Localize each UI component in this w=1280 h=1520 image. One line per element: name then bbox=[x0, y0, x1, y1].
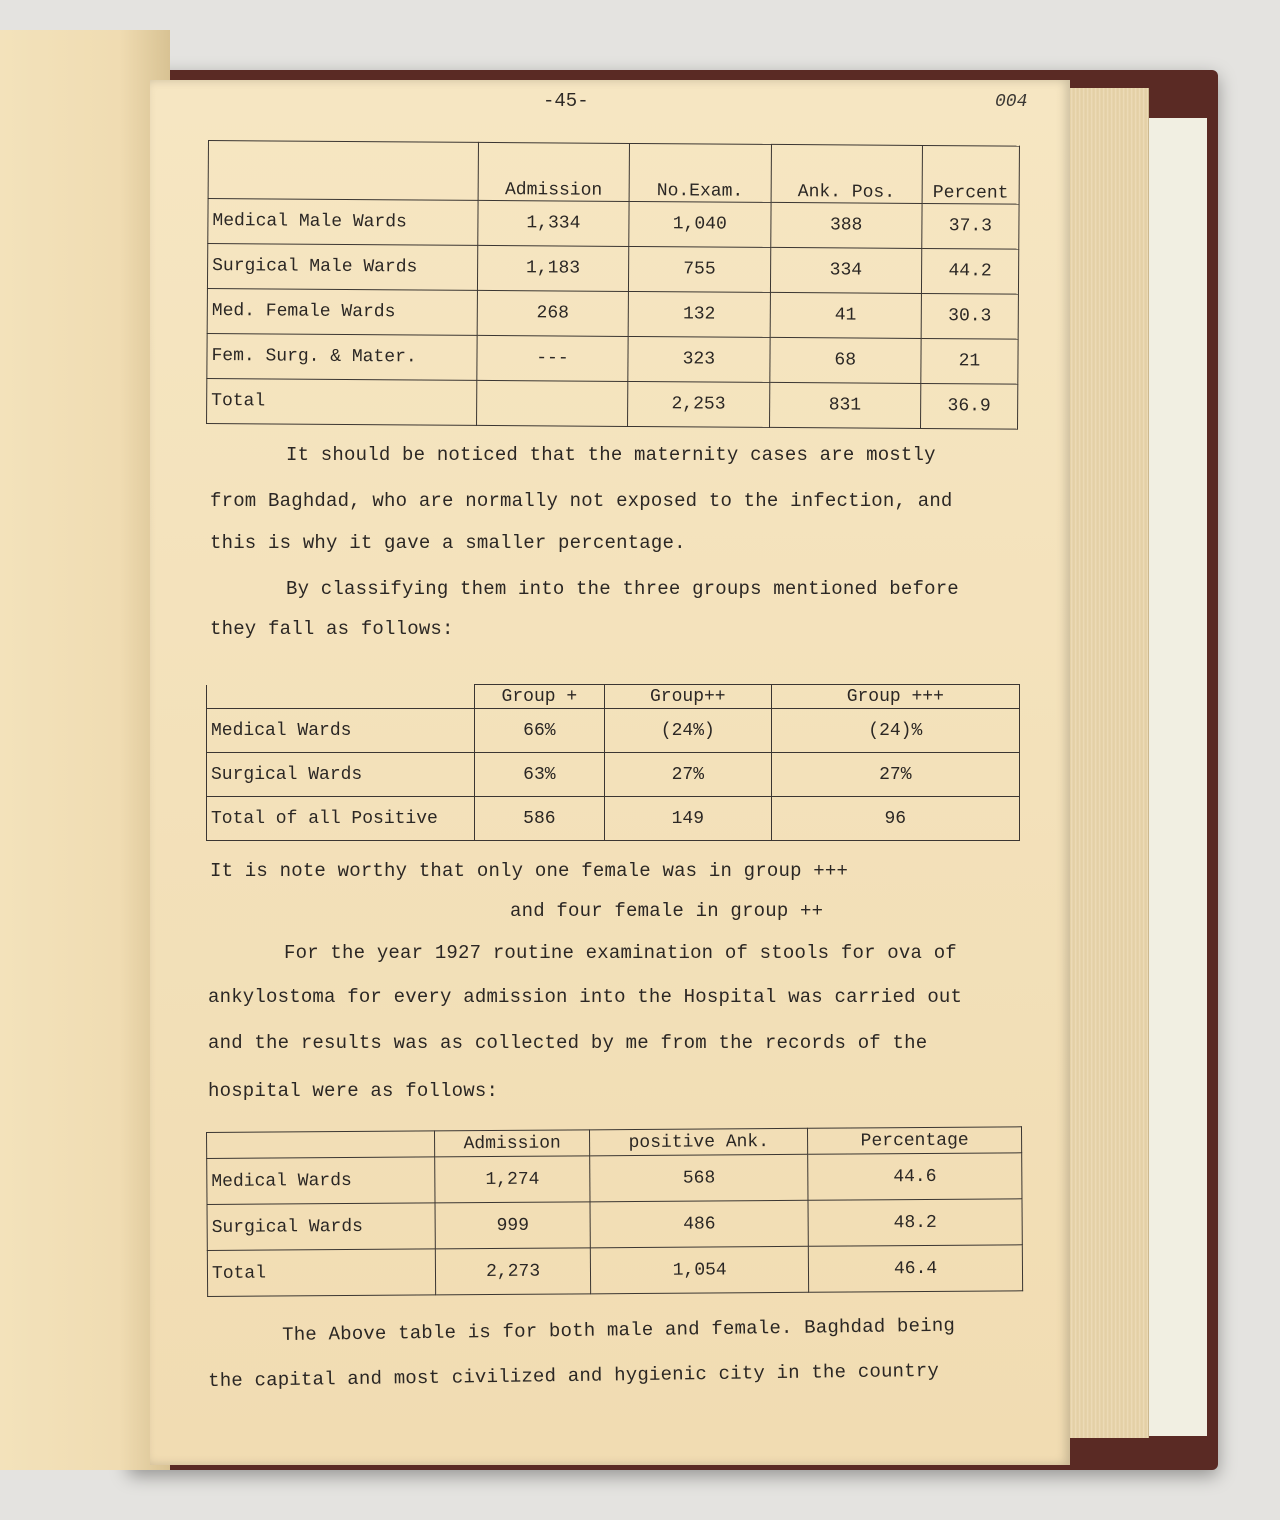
admission-cell bbox=[476, 380, 628, 426]
row-label: Medical Male Wards bbox=[208, 199, 478, 246]
admission-cell: 268 bbox=[477, 290, 629, 336]
paragraph-line: By classifying them into the three groups mentioned before bbox=[286, 578, 959, 600]
paragraph-line: and the results was as collected by me from the records of the bbox=[208, 1032, 928, 1054]
note-line: It is note worthy that only one female was in group +++ bbox=[210, 860, 849, 882]
table-header-cell: Percentage bbox=[808, 1127, 1022, 1154]
routine-examination-table bbox=[206, 1126, 1023, 1297]
percent-cell: 36.9 bbox=[921, 383, 1018, 429]
row-label: Total bbox=[207, 1249, 435, 1297]
percent-cell: 21 bbox=[921, 338, 1018, 384]
table-row bbox=[207, 1245, 1022, 1297]
table-header-cell: Ank. Pos. bbox=[771, 144, 923, 203]
groups-table bbox=[206, 684, 1020, 841]
table-header-cell: Group + bbox=[474, 685, 604, 709]
table-row bbox=[207, 288, 1018, 339]
positive-cell: 568 bbox=[590, 1154, 808, 1202]
table-header-row bbox=[208, 141, 1019, 205]
table-row bbox=[207, 797, 1020, 841]
page-number: -45- bbox=[543, 90, 589, 112]
group3-cell: 27% bbox=[771, 753, 1019, 797]
row-label: Surgical Wards bbox=[207, 1203, 435, 1251]
table-row bbox=[207, 753, 1020, 797]
table-header-cell bbox=[207, 1131, 435, 1159]
cover-endpaper bbox=[1148, 118, 1207, 1436]
table-header-cell: Group++ bbox=[605, 685, 772, 709]
group1-cell: 66% bbox=[474, 709, 604, 753]
percent-cell: 37.3 bbox=[922, 203, 1019, 249]
row-label: Surgical Wards bbox=[207, 753, 475, 797]
positive-cell: 334 bbox=[770, 247, 922, 293]
table-row bbox=[207, 333, 1018, 384]
paragraph-line: ankylostoma for every admission into the Hospital was carried out bbox=[208, 986, 963, 1008]
exam-cell: 132 bbox=[628, 291, 770, 337]
page-corner-mark: 004 bbox=[995, 92, 1028, 112]
row-label: Surgical Male Wards bbox=[207, 244, 477, 291]
table-row bbox=[207, 709, 1020, 753]
page-edges bbox=[1064, 88, 1149, 1438]
group3-cell: 96 bbox=[771, 797, 1019, 841]
left-page bbox=[0, 30, 170, 1470]
table-row bbox=[207, 378, 1018, 429]
exam-cell: 755 bbox=[629, 246, 771, 292]
paragraph-line: The Above table is for both male and female. Baghdad being bbox=[282, 1314, 956, 1346]
group1-cell: 586 bbox=[474, 797, 604, 841]
percent-cell: 30.3 bbox=[921, 293, 1018, 339]
exam-cell: 323 bbox=[628, 336, 770, 382]
admission-cell: 1,274 bbox=[435, 1156, 591, 1203]
note-line: and four female in group ++ bbox=[510, 900, 824, 922]
row-label: Medical Wards bbox=[207, 709, 475, 753]
admission-cell: 2,273 bbox=[435, 1248, 591, 1295]
group1-cell: 63% bbox=[474, 753, 604, 797]
table-header-cell: Admission bbox=[434, 1130, 590, 1157]
table-header-cell bbox=[208, 141, 478, 201]
table-header-cell: No.Exam. bbox=[629, 143, 771, 202]
document-page bbox=[150, 80, 1070, 1465]
percent-cell: 44.2 bbox=[921, 248, 1018, 294]
percent-cell: 46.4 bbox=[808, 1245, 1022, 1292]
admissions-table bbox=[206, 140, 1020, 430]
admission-cell: 999 bbox=[435, 1202, 591, 1249]
row-label: Fem. Surg. & Mater. bbox=[207, 333, 477, 380]
paragraph-line: they fall as follows: bbox=[210, 618, 454, 640]
table-header-cell: Admission bbox=[478, 142, 630, 201]
exam-cell: 2,253 bbox=[628, 381, 770, 427]
paragraph-line: from Baghdad, who are normally not exposed to the infection, and bbox=[210, 490, 953, 512]
paragraph-line: It should be noticed that the maternity cases are mostly bbox=[286, 444, 936, 466]
positive-cell: 831 bbox=[769, 382, 921, 428]
table-header-cell: Percent bbox=[922, 145, 1019, 204]
positive-cell: 1,054 bbox=[591, 1246, 809, 1294]
row-label: Medical Wards bbox=[207, 1157, 435, 1205]
admission-cell: 1,334 bbox=[478, 200, 630, 246]
group2-cell: (24%) bbox=[605, 709, 772, 753]
group3-cell: (24)% bbox=[771, 709, 1019, 753]
paragraph-line: the capital and most civilized and hygienic city in the country bbox=[208, 1359, 940, 1392]
group2-cell: 149 bbox=[605, 797, 772, 841]
exam-cell: 1,040 bbox=[629, 201, 771, 247]
table-row bbox=[207, 244, 1018, 295]
row-label: Total bbox=[207, 378, 477, 425]
table-row bbox=[207, 1153, 1022, 1205]
group2-cell: 27% bbox=[605, 753, 772, 797]
paragraph-line: this is why it gave a smaller percentage. bbox=[210, 532, 686, 554]
admission-cell: 1,183 bbox=[477, 245, 629, 291]
positive-cell: 68 bbox=[769, 337, 921, 383]
paragraph-line: hospital were as follows: bbox=[208, 1080, 499, 1102]
row-label: Total of all Positive bbox=[207, 797, 475, 841]
table-header-cell: Group +++ bbox=[771, 685, 1019, 709]
table-header-row bbox=[207, 685, 1020, 709]
table-row bbox=[207, 1199, 1022, 1251]
admission-cell: --- bbox=[477, 335, 629, 381]
positive-cell: 41 bbox=[770, 292, 922, 338]
table-header-cell: positive Ank. bbox=[590, 1128, 808, 1156]
positive-cell: 486 bbox=[590, 1200, 808, 1248]
percent-cell: 48.2 bbox=[808, 1199, 1022, 1246]
percent-cell: 44.6 bbox=[808, 1153, 1022, 1200]
paragraph-line: For the year 1927 routine examination of stools for ova of bbox=[284, 942, 957, 964]
table-row bbox=[208, 199, 1019, 250]
positive-cell: 388 bbox=[770, 202, 922, 248]
row-label: Med. Female Wards bbox=[207, 288, 477, 335]
table-header-cell bbox=[207, 685, 475, 709]
